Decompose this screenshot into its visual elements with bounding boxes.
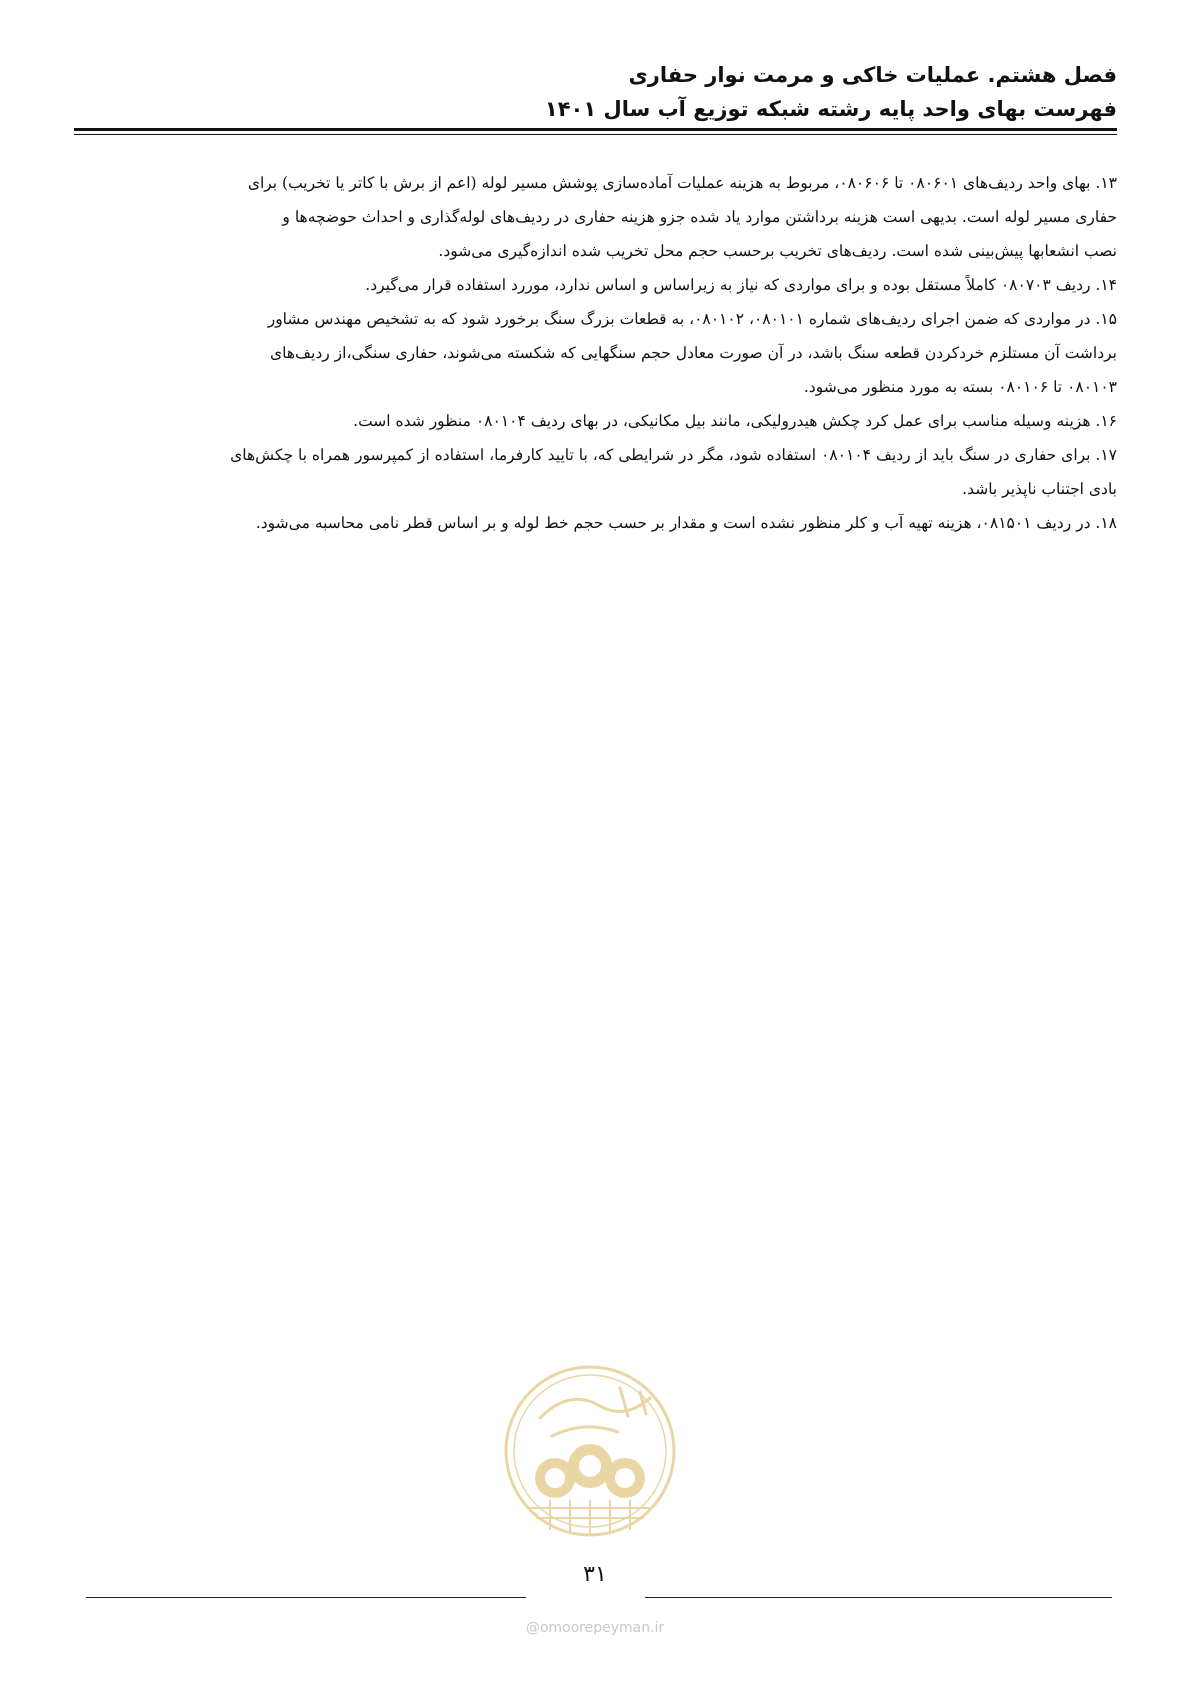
note-line: حفاری مسیر لوله است. بدیهی است هزینه برداشتن موارد یاد شده جزو هزینه حفاری در ردیف‌های لوله‌گذاری و احداث حوضچه‌ها و (282, 208, 1117, 226)
note-line: ۱۳. بهای واحد ردیف‌های ۰۸۰۶۰۱ تا ۰۸۰۶۰۶، مربوط به هزینه عملیات آماده‌سازی پوشش مسیر لوله (اعم از برش با کاتر یا تخریب) برای (247, 174, 1117, 192)
note-17 (74, 438, 1117, 506)
note-16 (74, 404, 1117, 438)
watermark-url: @omoorepeyman.ir (525, 1620, 665, 1636)
header-divider-thick (74, 128, 1117, 131)
page-number: ۳۱ (583, 1562, 607, 1587)
note-13 (74, 166, 1117, 268)
note-line: ۱۸. در ردیف ۰۸۱۵۰۱، هزینه تهیه آب و کلر منظور نشده است و مقدار بر حسب حجم خط لوله و بر اساس قطر نامی محاسبه می‌شود. (255, 514, 1117, 532)
note-line: نصب انشعابها پیش‌بینی شده است. ردیف‌های تخریب برحسب حجم محل تخریب شده اندازه‌گیری می‌شود. (438, 242, 1117, 260)
header-divider-thin (74, 134, 1117, 135)
footer-divider-right (645, 1597, 1112, 1598)
footer-divider-left (86, 1597, 526, 1598)
note-15 (74, 302, 1117, 404)
page-header (74, 58, 1117, 126)
note-line: ۱۶. هزینه وسیله مناسب برای عمل کرد چکش هیدرولیکی، مانند بیل مکانیکی، در بهای ردیف ۰۸۰۱۰۴ منظور شده است. (353, 412, 1117, 430)
notes-body (74, 166, 1117, 540)
note-line: ۱۷. برای حفاری در سنگ باید از ردیف ۰۸۰۱۰۴ استفاده شود، مگر در شرایطی که، با تایید کارفرما، استفاده از کمپرسور همراه با چکش‌های (230, 446, 1117, 464)
note-line: برداشت آن مستلزم خردکردن قطعه سنگ باشد، در آن صورت معادل حجم سنگهایی که شکسته می‌شوند، حفاری سنگی،از ردیف‌های (269, 344, 1117, 362)
note-line: بادی اجتناب ناپذیر باشد. (962, 480, 1117, 498)
note-14 (74, 268, 1117, 302)
document-title: فهرست بهای واحد پایه رشته شبکه توزیع آب سال ۱۴۰۱ (544, 97, 1117, 121)
note-line: ۰۸۰۱۰۳ تا ۰۸۰۱۰۶ بسته به مورد منظور می‌شود. (803, 378, 1117, 396)
note-line: ۱۴. ردیف ۰۸۰۷۰۳ کاملاً مستقل بوده و برای مواردی که نیاز به زیراساس و اساس ندارد، موررد استفاده قرار می‌گیرد. (365, 276, 1117, 294)
seal-logo-icon (500, 1358, 680, 1544)
chapter-title: فصل هشتم. عملیات خاکی و مرمت نوار حفاری (628, 63, 1117, 87)
note-18 (74, 506, 1117, 540)
note-line: ۱۵. در مواردی که ضمن اجرای ردیف‌های شماره ۰۸۰۱۰۱، ۰۸۰۱۰۲، به قطعات بزرگ سنگ برخورد شود که به تشخیص مهندس مشاور (267, 310, 1117, 328)
